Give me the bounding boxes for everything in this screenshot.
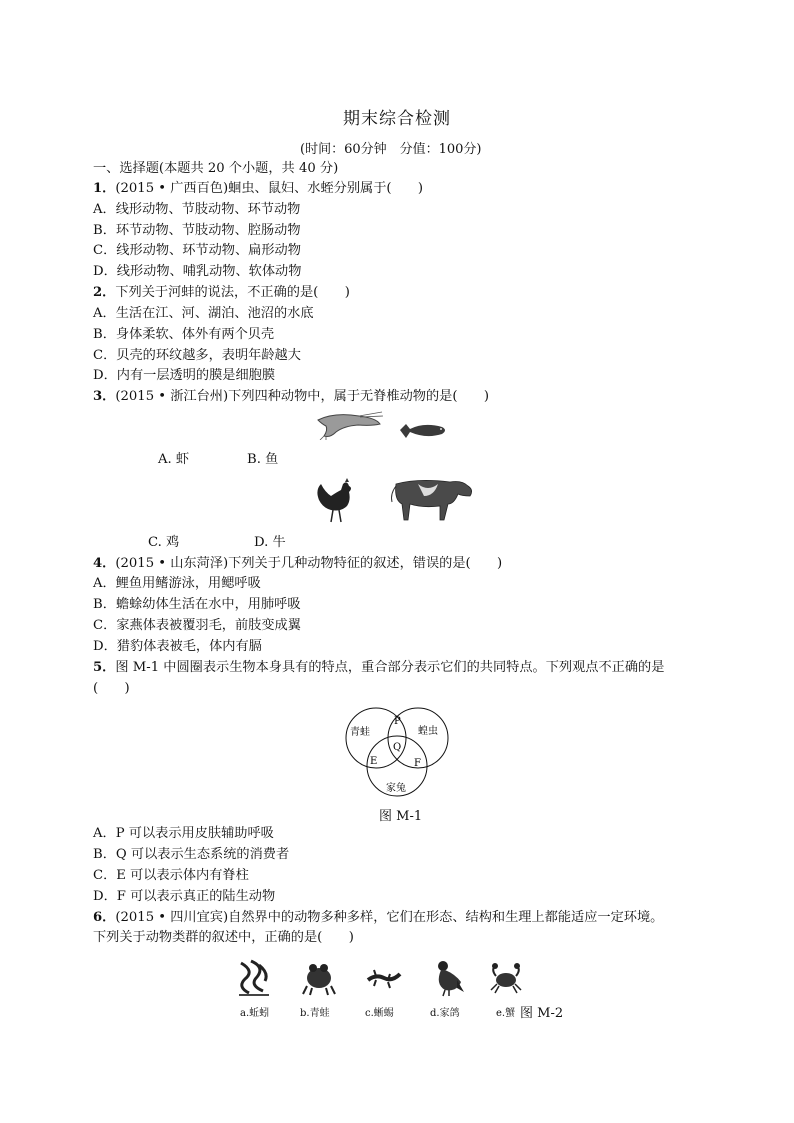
- question-number: 2．: [93, 285, 116, 300]
- section-heading: 一、选择题(本题共 20 个小题，共 40 分): [93, 161, 339, 176]
- option-d: D．线形动物、哺乳动物、软体动物: [93, 264, 302, 279]
- option-a: A．P 可以表示用皮肤辅助呼吸: [93, 826, 274, 841]
- venn-diagram: [338, 702, 458, 798]
- option-b: B．Q 可以表示生态系统的消费者: [93, 847, 290, 862]
- rooster-icon: [313, 476, 361, 524]
- question-number: 1．: [93, 181, 116, 196]
- earthworm-icon: [235, 957, 273, 999]
- frog-icon: [302, 960, 336, 996]
- option-b: B．环节动物、节肢动物、腔肠动物: [93, 223, 301, 238]
- shrimp-icon: [314, 410, 384, 440]
- option-a: A．鲤鱼用鳍游泳，用鳃呼吸: [93, 576, 261, 591]
- question-3: [93, 388, 489, 406]
- option-a: A．生活在江、河、湖泊、池沼的水底: [93, 306, 314, 321]
- question-1: [93, 180, 423, 198]
- option-b: B．身体柔软、体外有两个贝壳: [93, 327, 275, 342]
- crab-icon: [489, 962, 523, 994]
- lizard-icon: [366, 964, 402, 994]
- question-number: 3．: [93, 389, 116, 404]
- question-2: [93, 284, 350, 302]
- option-c: C．E 可以表示体内有脊柱: [93, 868, 249, 883]
- animal-label-d: d.家鸽: [430, 1008, 460, 1019]
- question-number: 5．: [93, 660, 116, 675]
- question-5: [93, 659, 664, 677]
- option-c: C．家燕体表被覆羽毛，前肢变成翼: [93, 618, 301, 633]
- option-a: A. 虾: [158, 452, 190, 467]
- option-d: D．猎豹体表被毛，体内有膈: [93, 639, 262, 654]
- exam-subtitle: (时间：60分钟 分值：100分): [300, 142, 482, 157]
- question-stem: (2015 • 四川宜宾)自然界中的动物多种多样，它们在形态、结构和生理上都能适应一定环境。: [115, 910, 664, 925]
- question-stem: (2015 • 山东菏泽)下列关于几种动物特征的叙述，错误的是( ): [115, 556, 503, 571]
- option-c: C. 鸡: [148, 535, 180, 550]
- question-stem-continued: 下列关于动物类群的叙述中，正确的是( ): [93, 930, 354, 945]
- venn-label-locust: 蝗虫: [418, 726, 438, 737]
- fish-icon: [398, 420, 450, 442]
- cow-icon: [388, 474, 478, 522]
- option-a: A．线形动物、节肢动物、环节动物: [93, 202, 301, 217]
- venn-region-e: E: [370, 756, 378, 767]
- option-c: C．贝壳的环纹越多，表明年龄越大: [93, 348, 301, 363]
- venn-region-f: F: [414, 758, 421, 769]
- option-d: D．内有一层透明的膜是细胞膜: [93, 368, 276, 383]
- question-stem: (2015 • 浙江台州)下列四种动物中，属于无脊椎动物的是( ): [115, 389, 489, 404]
- animal-label-b: b.青蛙: [300, 1008, 330, 1019]
- figure-caption: 图 M-2: [520, 1006, 564, 1021]
- option-d: D．F 可以表示真正的陆生动物: [93, 889, 276, 904]
- question-4: [93, 555, 502, 573]
- venn-label-rabbit: 家兔: [386, 783, 406, 794]
- animal-label-e: e.蟹: [496, 1008, 516, 1019]
- figure-caption: 图 M-1: [379, 809, 423, 824]
- pigeon-icon: [431, 958, 465, 998]
- question-stem: 图 M-1 中圆圈表示生物本身具有的特点，重合部分表示它们的共同特点。下列观点不正确的是: [115, 660, 665, 675]
- question-number: 4．: [93, 556, 116, 571]
- animal-label-a: a.蚯蚓: [240, 1008, 270, 1019]
- venn-region-q: Q: [393, 742, 402, 753]
- animal-label-c: c.蜥蜴: [365, 1008, 394, 1019]
- venn-label-frog: 青蛙: [350, 727, 370, 738]
- venn-region-p: P: [394, 716, 401, 727]
- question-stem: 下列关于河蚌的说法，不正确的是( ): [115, 285, 350, 300]
- option-d: D. 牛: [254, 535, 286, 550]
- option-c: C．线形动物、环节动物、扁形动物: [93, 243, 301, 258]
- option-b: B．蟾蜍幼体生活在水中，用肺呼吸: [93, 597, 301, 612]
- question-stem-continued: ( ): [93, 681, 130, 696]
- question-stem: (2015 • 广西百色)蛔虫、鼠妇、水蛭分别属于( ): [115, 181, 424, 196]
- page-title: 期末综合检测: [343, 109, 451, 129]
- question-6: [93, 909, 663, 927]
- question-number: 6．: [93, 910, 116, 925]
- option-b: B. 鱼: [247, 452, 279, 467]
